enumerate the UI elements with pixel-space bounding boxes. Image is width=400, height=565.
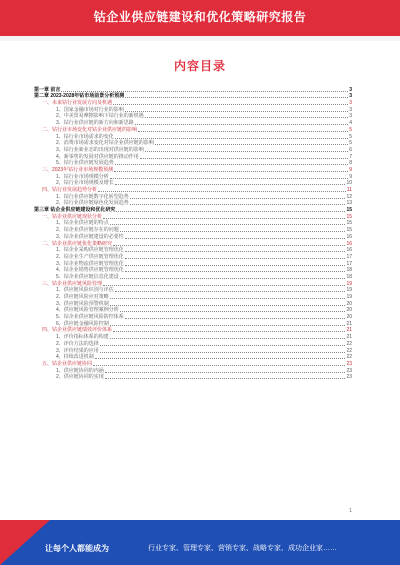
toc-entry[interactable] xyxy=(34,213,352,220)
toc-entry-text: 2、钴企业供应链存在的问题 xyxy=(56,227,119,234)
toc-entry-text: 1、钴行业供应链数字化转型趋势 xyxy=(56,193,129,200)
toc-entry-text: 三、钴企业供应链风险管理 xyxy=(42,280,103,287)
toc-leader-dots xyxy=(115,138,348,139)
toc-entry[interactable] xyxy=(34,226,352,233)
toc-entry[interactable] xyxy=(34,99,352,106)
toc-leader-dots xyxy=(113,331,345,332)
toc-entry-page: 19 xyxy=(346,294,352,300)
toc-entry[interactable] xyxy=(34,173,352,180)
toc-entry-text: 3、钴行业新业态的出现对供应链的影响 xyxy=(56,146,144,153)
toc-leader-dots xyxy=(61,91,348,92)
toc-entry-text: 1、钴行业市场需求的变化 xyxy=(56,133,114,140)
toc-leader-dots xyxy=(125,238,346,239)
toc-leader-dots xyxy=(120,311,346,312)
toc-entry-text: 四、钴企业供应链绩效评价体系 xyxy=(42,327,113,334)
toc-leader-dots xyxy=(115,291,346,292)
toc-entry[interactable] xyxy=(34,193,352,200)
toc-leader-dots xyxy=(125,97,348,98)
toc-leader-dots xyxy=(115,184,346,185)
toc-entry-page: 18 xyxy=(346,273,352,280)
toc-entry-page: 3 xyxy=(349,113,352,120)
toc-entry-page: 8 xyxy=(349,160,352,167)
page-number: 1 xyxy=(349,508,352,514)
toc-entry-text: 1、供应链风险识别与评估 xyxy=(56,287,114,294)
toc-entry[interactable] xyxy=(34,360,352,367)
toc-entry[interactable] xyxy=(34,354,352,361)
toc-entry[interactable] xyxy=(34,320,352,327)
toc-entry-text: 第三章 钴企业供应链建设和优化研究 xyxy=(34,207,116,214)
toc-leader-dots xyxy=(110,305,346,306)
toc-entry-page: 23 xyxy=(346,360,352,367)
toc-entry-page: 15 xyxy=(346,227,352,234)
toc-entry-page: 15 xyxy=(346,207,352,214)
toc-entry[interactable] xyxy=(34,287,352,294)
toc-leader-dots xyxy=(114,171,348,172)
toc-entry-text: 1、钴企业供应链的特点 xyxy=(56,220,109,227)
toc-entry-text: 4、钴企业销售供应链管理优化 xyxy=(56,267,124,274)
toc-entry[interactable] xyxy=(34,307,352,314)
toc-entry[interactable] xyxy=(34,93,352,100)
toc-entry[interactable] xyxy=(34,220,352,227)
toc-entry-page: 20 xyxy=(346,307,352,314)
table-of-contents xyxy=(34,86,352,380)
toc-entry-text: 4、新零售的发展对供应链的推动作用 xyxy=(56,153,139,160)
toc-entry-text: 2、消费市场需求变化对钴企业供应链的影响 xyxy=(56,140,154,147)
toc-leader-dots xyxy=(120,278,346,279)
toc-entry-text: 5、钴企业供应链风险防控体系 xyxy=(56,314,124,321)
toc-entry-text: 二、钴行业市场变化对钴企业供应链的影响 xyxy=(42,126,138,133)
toc-entry-text: 三、2023年钴行业市场规模预测 xyxy=(42,166,114,173)
toc-entry-page: 20 xyxy=(346,314,352,321)
toc-entry-page: 23 xyxy=(346,367,352,374)
toc-leader-dots xyxy=(125,251,346,252)
toc-entry-page: 13 xyxy=(346,200,352,207)
toc-entry-page: 3 xyxy=(349,100,352,107)
toc-leader-dots xyxy=(155,144,348,145)
toc-leader-dots xyxy=(110,178,348,179)
toc-entry-page: 12 xyxy=(346,193,352,200)
toc-entry-text: 3、钴行业供应链的新方向和新思路 xyxy=(56,120,134,127)
toc-entry[interactable] xyxy=(34,327,352,334)
toc-entry-page: 20 xyxy=(346,300,352,307)
toc-entry-text: 1、钴企业采购供应链管理优化 xyxy=(56,247,124,254)
toc-entry[interactable] xyxy=(34,367,352,374)
toc-entry-page: 3 xyxy=(349,93,352,100)
toc-entry-page: 9 xyxy=(349,173,352,180)
toc-leader-dots xyxy=(100,352,346,353)
toc-entry-text: 2、钴行业供应链绿色化发展趋势 xyxy=(56,200,129,207)
toc-leader-dots xyxy=(120,231,346,232)
toc-entry-text: 2、评价方法的选择 xyxy=(56,340,99,347)
toc-leader-dots xyxy=(130,198,346,199)
toc-entry[interactable] xyxy=(34,280,352,287)
toc-entry[interactable] xyxy=(34,260,352,267)
toc-entry-page: 21 xyxy=(346,327,352,334)
toc-entry[interactable] xyxy=(34,166,352,173)
toc-title: 内容目录 xyxy=(173,59,226,73)
toc-entry-text: 第二章 2023-2028年钴市场前景分析预测 xyxy=(34,93,125,100)
toc-entry-page: 22 xyxy=(346,347,352,354)
toc-entry-page: 17 xyxy=(346,260,352,267)
toc-entry[interactable] xyxy=(34,293,352,300)
toc-entry-page: 15 xyxy=(346,220,352,227)
toc-entry[interactable] xyxy=(34,233,352,240)
toc-entry-page: 19 xyxy=(346,287,352,294)
toc-entry-text: 四、钴行业发展趋势分析 xyxy=(42,187,98,193)
toc-leader-dots xyxy=(105,372,346,373)
toc-leader-dots xyxy=(145,151,348,152)
toc-entry-text: 6、供应链金融风险控制 xyxy=(56,320,109,327)
toc-entry-page: 3 xyxy=(349,106,352,113)
toc-entry-page: 3 xyxy=(349,86,352,93)
toc-leader-dots xyxy=(110,224,346,225)
toc-entry-page: 6 xyxy=(349,146,352,153)
toc-entry-page: 22 xyxy=(346,340,352,347)
toc-entry[interactable] xyxy=(34,240,352,247)
toc-entry-text: 2、中美贸易摩擦影响下钴行业的新机遇 xyxy=(56,113,144,120)
toc-leader-dots xyxy=(125,258,346,259)
toc-entry-text: 2、钴行业市场规模及增长 xyxy=(56,180,114,187)
toc-entry-page: 5 xyxy=(349,133,352,140)
toc-entry-text: 1、钴行业市场规模分析 xyxy=(56,173,109,180)
toc-entry-text: 一、未来钴行业发展方向及机遇 xyxy=(42,100,113,107)
toc-entry-page: 5 xyxy=(349,126,352,133)
toc-entry-text: 五、钴企业供应链协同 xyxy=(42,360,93,367)
toc-entry-text: 1、国家金融市场对行业的影响 xyxy=(56,106,124,113)
toc-entry[interactable] xyxy=(34,186,352,193)
toc-leader-dots xyxy=(125,271,346,272)
toc-entry-text: 3、评价结果的应用 xyxy=(56,347,99,354)
toc-entry-page: 11 xyxy=(346,187,352,193)
toc-leader-dots xyxy=(135,124,348,125)
toc-entry[interactable] xyxy=(34,206,352,213)
toc-leader-dots xyxy=(125,318,346,319)
toc-leader-dots xyxy=(98,191,346,192)
toc-entry[interactable] xyxy=(34,140,352,147)
toc-leader-dots xyxy=(113,104,348,105)
header-divider xyxy=(0,36,400,41)
toc-entry-text: 3、钴企业物流供应链管理优化 xyxy=(56,260,124,267)
toc-entry-text: 5、钴企业供应链信息化建设 xyxy=(56,273,119,280)
toc-leader-dots xyxy=(103,285,345,286)
toc-leader-dots xyxy=(110,338,346,339)
toc-entry-text: 1、评价指标体系的构建 xyxy=(56,334,109,341)
toc-entry-page: 19 xyxy=(346,280,352,287)
toc-entry-page: 18 xyxy=(346,267,352,274)
toc-entry-text: 4、供应链风险管理案例分析 xyxy=(56,307,119,314)
toc-leader-dots xyxy=(103,218,345,219)
toc-leader-dots xyxy=(116,211,345,212)
toc-entry-text: 第一章 前言 xyxy=(34,86,61,93)
toc-entry[interactable] xyxy=(34,267,352,274)
toc-entry[interactable] xyxy=(34,119,352,126)
toc-entry[interactable] xyxy=(34,247,352,254)
toc-entry[interactable] xyxy=(34,133,352,140)
toc-entry-text: 一、钴企业供应链现状分析 xyxy=(42,213,103,220)
toc-entry-text: 2、供应链风险应对策略 xyxy=(56,294,109,300)
toc-entry-page: 9 xyxy=(349,166,352,173)
report-title: 钴企业供应链建设和优化策略研究报告 xyxy=(93,10,307,24)
toc-entry-page: 21 xyxy=(346,334,352,341)
toc-entry-page: 23 xyxy=(346,374,352,381)
toc-entry[interactable] xyxy=(34,86,352,93)
toc-entry[interactable] xyxy=(34,333,352,340)
toc-entry[interactable] xyxy=(34,146,352,153)
toc-entry-text: 3、钴企业供应链建设的必要性 xyxy=(56,233,124,240)
toc-leader-dots xyxy=(95,358,346,359)
toc-entry-text: 二、钴企业供应链优化策略研究 xyxy=(42,240,113,247)
toc-entry[interactable] xyxy=(34,153,352,160)
toc-entry[interactable] xyxy=(34,160,352,167)
toc-leader-dots xyxy=(115,164,348,165)
toc-entry-page: 5 xyxy=(349,140,352,147)
toc-leader-dots xyxy=(110,325,346,326)
toc-entry-text: 5、钴行业供应链发展趋势 xyxy=(56,160,114,167)
toc-leader-dots xyxy=(140,158,348,159)
toc-entry[interactable] xyxy=(34,374,352,381)
toc-entry-page: 16 xyxy=(346,233,352,240)
toc-entry-page: 4 xyxy=(349,120,352,127)
toc-leader-dots xyxy=(100,345,346,346)
toc-entry-text: 3、供应链风险预警机制 xyxy=(56,300,109,307)
footer-slogan: 让每个人都能成为 xyxy=(45,544,109,553)
toc-entry-page: 21 xyxy=(346,320,352,327)
toc-leader-dots xyxy=(105,378,346,379)
toc-leader-dots xyxy=(113,245,345,246)
toc-entry[interactable] xyxy=(34,313,352,320)
footer-accent-triangle xyxy=(0,520,50,565)
footer-tagline: 行业专家、管理专家、营销专家、战略专家、成功企业家…… xyxy=(148,545,337,552)
toc-leader-dots xyxy=(145,117,348,118)
toc-entry[interactable] xyxy=(34,180,352,187)
toc-entry-page: 17 xyxy=(346,253,352,260)
toc-entry-page: 22 xyxy=(346,354,352,361)
toc-entry-text: 4、持续改进机制 xyxy=(56,354,94,361)
toc-entry[interactable] xyxy=(34,113,352,120)
toc-entry-text: 1、供应链协同的内涵 xyxy=(56,367,104,374)
toc-entry-page: 16 xyxy=(346,240,352,247)
toc-entry[interactable] xyxy=(34,340,352,347)
toc-entry-page: 10 xyxy=(346,180,352,187)
toc-entry[interactable] xyxy=(34,347,352,354)
toc-entry[interactable] xyxy=(34,300,352,307)
toc-leader-dots xyxy=(138,131,348,132)
toc-entry-page: 15 xyxy=(346,213,352,220)
toc-entry-page: 16 xyxy=(346,247,352,254)
toc-entry-page: 7 xyxy=(349,153,352,160)
toc-entry-text: 2、供应链协同的实现 xyxy=(56,374,104,381)
toc-leader-dots xyxy=(125,111,348,112)
toc-entry[interactable] xyxy=(34,106,352,113)
toc-leader-dots xyxy=(130,204,346,205)
toc-leader-dots xyxy=(125,265,346,266)
toc-entry-text: 2、钴企业生产供应链管理优化 xyxy=(56,253,124,260)
toc-entry[interactable] xyxy=(34,273,352,280)
toc-entry[interactable] xyxy=(34,200,352,207)
toc-entry[interactable] xyxy=(34,253,352,260)
toc-leader-dots xyxy=(110,298,346,299)
toc-entry[interactable] xyxy=(34,126,352,133)
toc-leader-dots xyxy=(93,365,345,366)
